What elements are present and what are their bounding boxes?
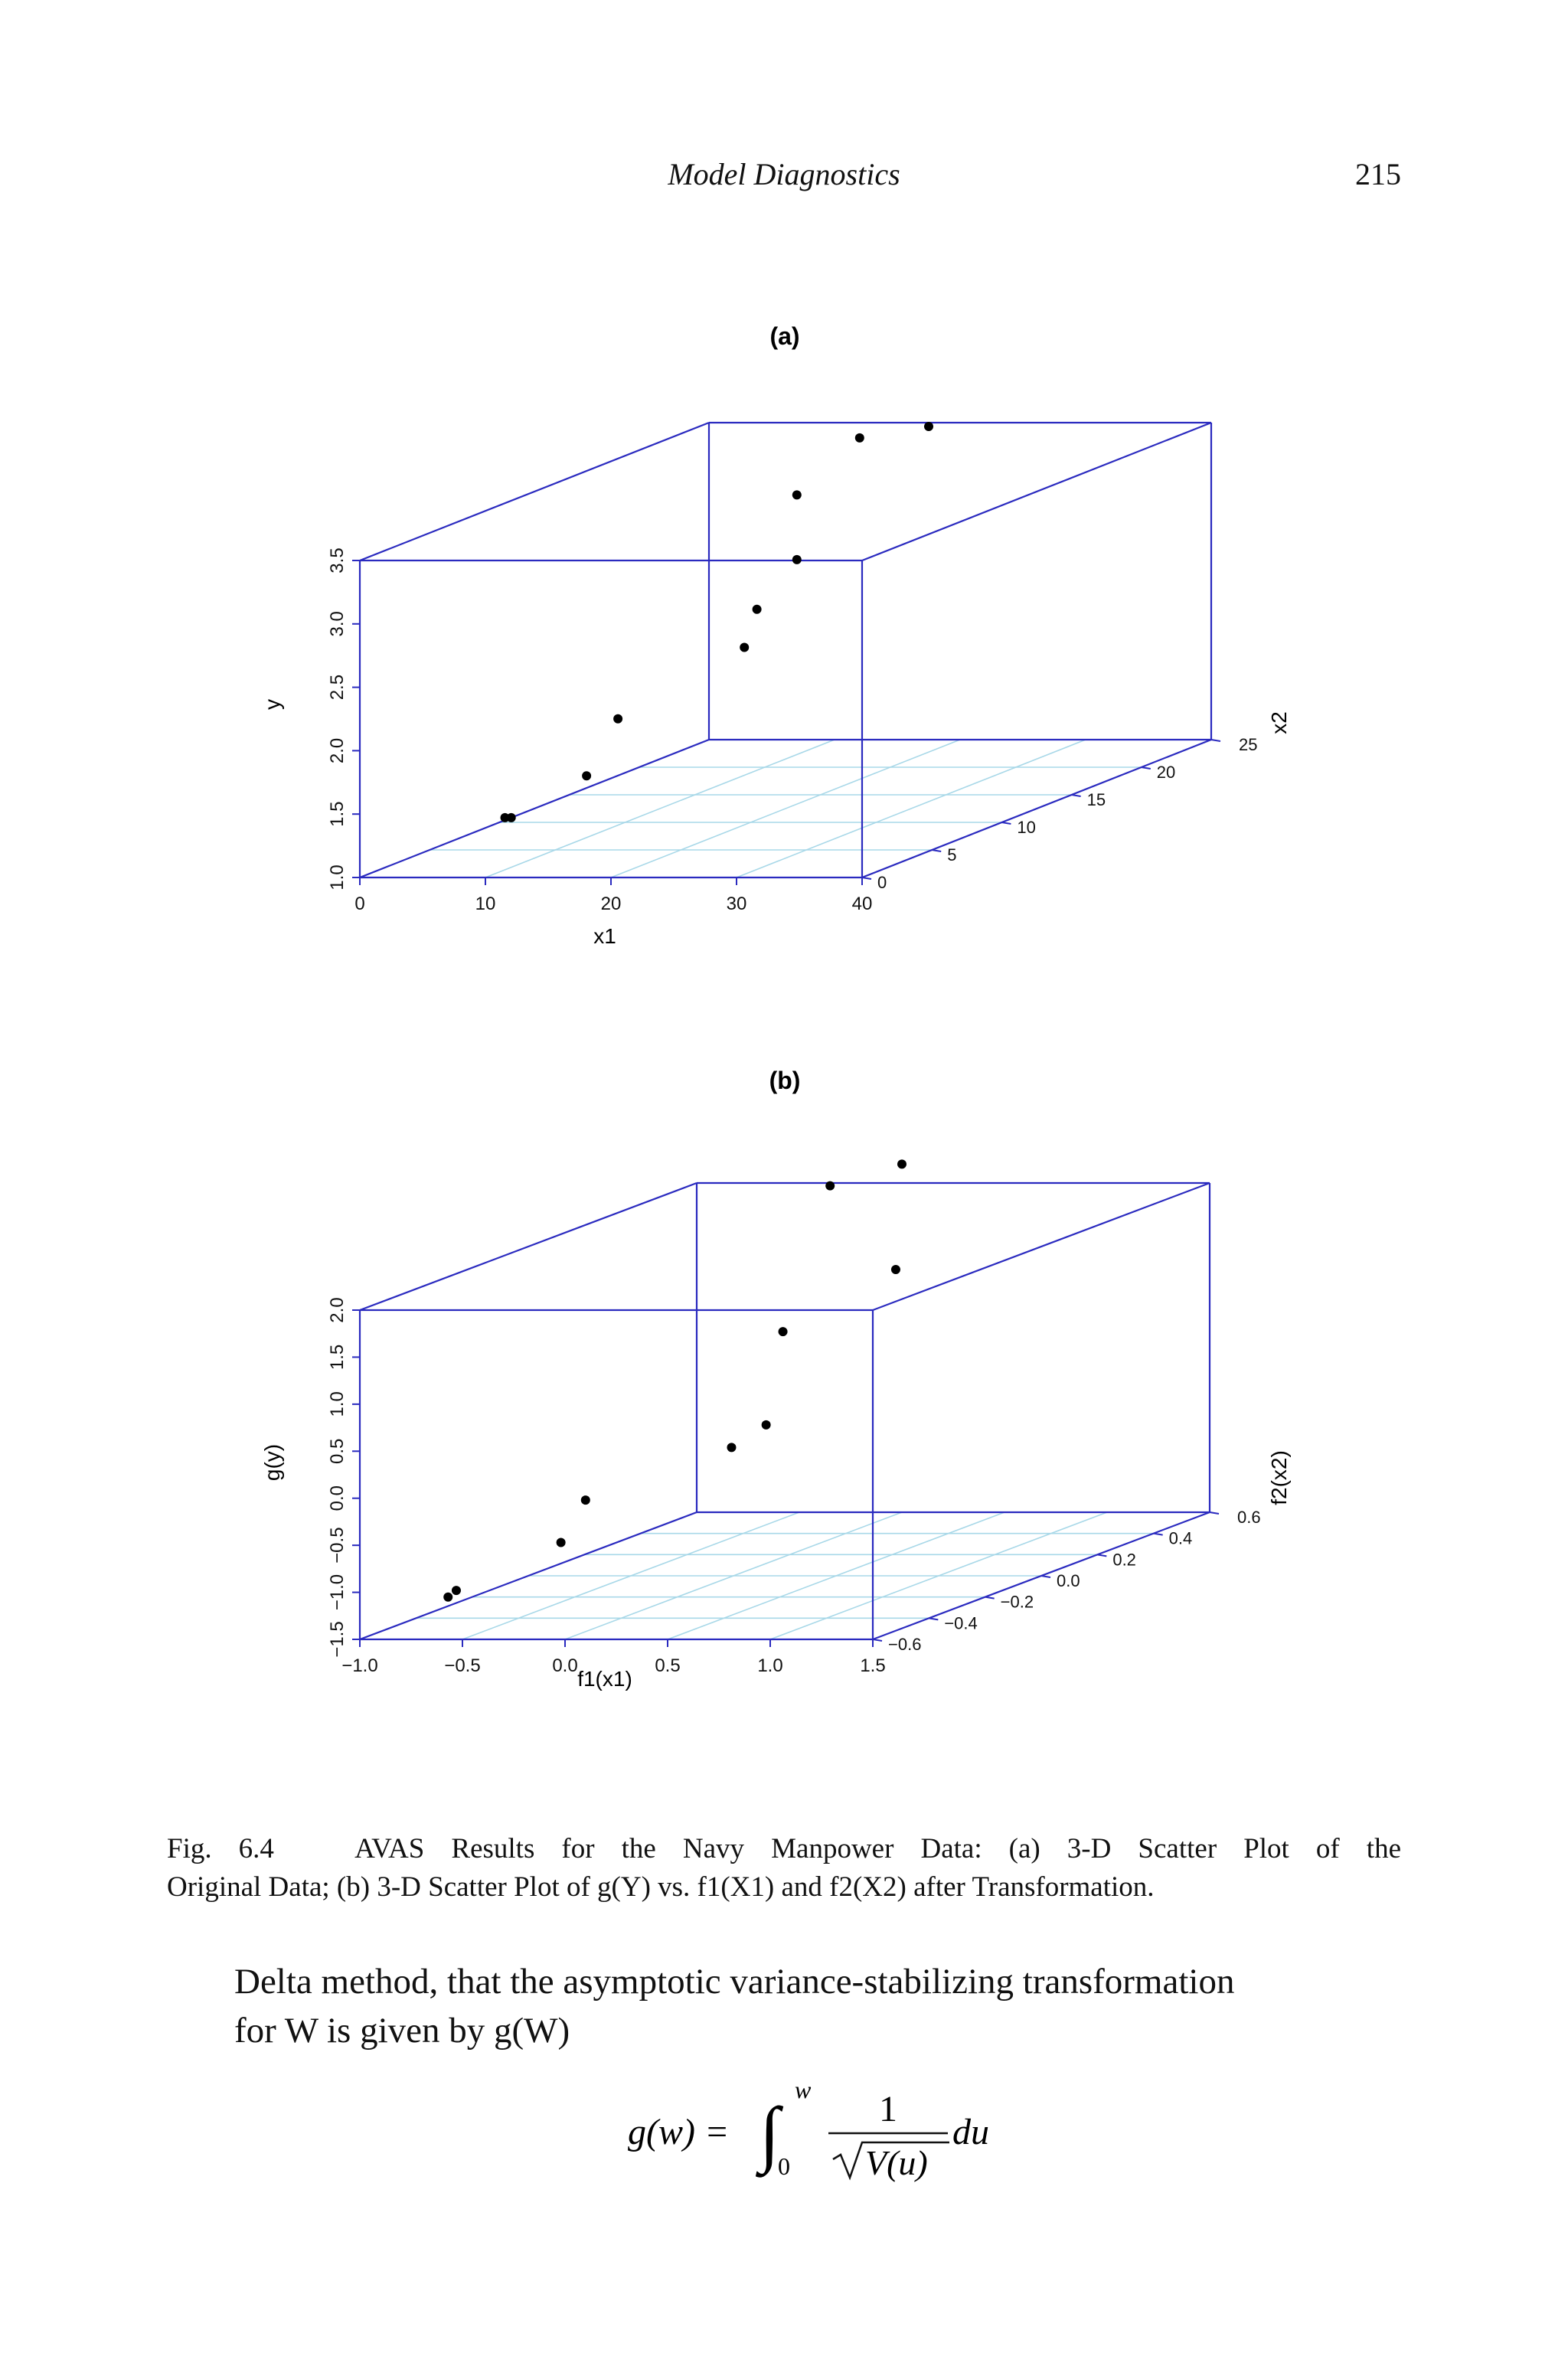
grid-line xyxy=(485,740,835,877)
x-axis-label-a: x1 xyxy=(593,924,616,948)
equation-lhs: g(w) = xyxy=(628,2112,730,2152)
vertical-tick-label: 1.0 xyxy=(327,864,348,891)
box-edge xyxy=(862,740,1211,877)
figure-caption xyxy=(167,1830,1401,1907)
depth-tick xyxy=(1072,795,1081,796)
depth-tick-label: 0.2 xyxy=(1112,1550,1136,1570)
x-tick-label: −0.5 xyxy=(444,1655,481,1676)
data-point xyxy=(613,714,622,724)
data-point xyxy=(557,1538,566,1547)
x-tick-label: 40 xyxy=(851,894,873,914)
x-axis-ticks-a xyxy=(354,877,872,914)
data-point xyxy=(897,1159,906,1168)
depth-tick xyxy=(862,877,871,879)
panel-a xyxy=(260,322,1291,948)
data-point xyxy=(443,1593,452,1602)
x-tick-label: 1.0 xyxy=(757,1655,783,1676)
vertical-axis-ticks-a xyxy=(327,547,360,890)
panel-a-title: (a) xyxy=(769,322,800,350)
integral-sign-icon: ∫ xyxy=(760,2092,780,2174)
depth-tick xyxy=(1142,767,1151,769)
panel-b xyxy=(260,1067,1291,1691)
fraction-numerator: 1 xyxy=(879,2089,897,2129)
x-axis-label-b: f1(x1) xyxy=(577,1667,632,1691)
caption-line-2: Original Data; (b) 3-D Scatter Plot of g(Y) vs. f1(X1) and f2(X2) after Transformation. xyxy=(167,1871,1155,1903)
depth-tick-label: 0.4 xyxy=(1168,1528,1193,1548)
depth-axis-label-a: x2 xyxy=(1267,711,1291,734)
vertical-tick-label: 3.0 xyxy=(327,611,348,637)
depth-tick-label: 0.6 xyxy=(1237,1508,1261,1527)
vertical-tick-label: 1.5 xyxy=(327,1344,348,1371)
depth-tick xyxy=(1041,1576,1050,1577)
depth-tick xyxy=(1154,1534,1163,1535)
data-point xyxy=(792,490,802,499)
data-point xyxy=(825,1181,835,1191)
depth-tick-label: 15 xyxy=(1086,790,1106,809)
panel-b-title: (b) xyxy=(769,1067,801,1094)
depth-tick-label: −0.4 xyxy=(944,1613,978,1633)
depth-tick xyxy=(873,1639,882,1641)
integral-upper-limit: w xyxy=(795,2076,812,2103)
depth-tick xyxy=(1001,822,1011,824)
depth-tick-label: 0 xyxy=(877,873,887,892)
vertical-axis-label-b: g(y) xyxy=(260,1443,284,1482)
body-line-1: Delta method, that the asymptotic variance-stabilizing transformation xyxy=(234,1962,1235,2002)
box-edge xyxy=(360,740,709,877)
caption-text-1: AVAS Results for the Navy Manpower Data: (a) 3-D Scatter Plot of the xyxy=(354,1833,1401,1864)
points-b xyxy=(443,1159,906,1601)
x-tick-label: 0 xyxy=(354,894,365,914)
x-tick-label: −1.0 xyxy=(341,1655,378,1676)
vertical-tick-label: 3.5 xyxy=(327,547,348,574)
integral-lower-limit: 0 xyxy=(778,2152,790,2180)
data-point xyxy=(582,771,591,780)
data-point xyxy=(727,1443,736,1452)
bounding-box-b xyxy=(360,1183,1210,1639)
vertical-tick-label: 2.0 xyxy=(327,737,348,764)
vertical-tick-label: 2.0 xyxy=(327,1297,348,1323)
vertical-tick-label: 2.5 xyxy=(327,674,348,701)
equation-tail: du xyxy=(952,2112,989,2152)
depth-tick xyxy=(985,1597,995,1599)
points-a xyxy=(501,422,933,822)
grid-line xyxy=(611,740,960,877)
depth-tick xyxy=(1097,1554,1106,1556)
data-point xyxy=(762,1420,771,1430)
data-point xyxy=(779,1327,788,1336)
data-point xyxy=(792,555,802,564)
data-point xyxy=(753,605,762,614)
box-edge xyxy=(360,423,709,560)
page-number: 215 xyxy=(1355,157,1401,191)
x-tick-label: 20 xyxy=(600,894,622,914)
data-point xyxy=(740,642,749,652)
body-line-2: for W is given by g(W) xyxy=(234,2011,570,2051)
depth-axis-ticks-b xyxy=(873,1508,1261,1654)
box-edge xyxy=(360,1183,697,1310)
depth-tick-label: 20 xyxy=(1156,763,1176,782)
data-point xyxy=(452,1586,461,1595)
depth-tick xyxy=(1210,1512,1219,1514)
vertical-tick-label: −1.0 xyxy=(327,1574,348,1611)
x-tick-label: 0.0 xyxy=(552,1655,578,1676)
depth-tick xyxy=(929,1618,938,1619)
bounding-box-a xyxy=(360,423,1211,877)
vertical-tick-label: 1.0 xyxy=(327,1391,348,1417)
depth-tick xyxy=(932,850,941,851)
vertical-tick-label: 0.0 xyxy=(327,1485,348,1511)
depth-tick-label: −0.6 xyxy=(888,1635,922,1654)
running-title: Model Diagnostics xyxy=(668,157,900,191)
vertical-axis-label-a: y xyxy=(260,699,284,710)
caption-line-1 xyxy=(167,1830,1401,1868)
equation xyxy=(628,2067,1057,2190)
vertical-tick-label: 0.5 xyxy=(327,1438,348,1464)
box-edge xyxy=(873,1183,1210,1310)
depth-tick-label: 5 xyxy=(947,845,957,864)
depth-tick-label: 0.0 xyxy=(1057,1571,1080,1590)
data-point xyxy=(581,1495,590,1505)
body-paragraph xyxy=(234,1957,1401,2055)
box-edge xyxy=(862,423,1211,560)
data-point xyxy=(891,1265,900,1274)
depth-tick-label: 10 xyxy=(1017,818,1036,837)
depth-tick-label: 25 xyxy=(1239,735,1258,754)
x-tick-label: 0.5 xyxy=(655,1655,681,1676)
data-point xyxy=(855,433,864,443)
grid-line xyxy=(737,740,1086,877)
depth-tick-label: −0.2 xyxy=(1000,1592,1034,1612)
data-point xyxy=(924,422,933,431)
depth-axis-label-b: f2(x2) xyxy=(1267,1450,1291,1505)
fraction-denominator: V(u) xyxy=(865,2143,928,2182)
depth-tick xyxy=(1211,740,1220,741)
depth-axis-ticks-a xyxy=(862,735,1257,892)
caption-label: Fig. 6.4 xyxy=(167,1833,274,1864)
x-tick-label: 30 xyxy=(726,894,747,914)
vertical-tick-label: 1.5 xyxy=(327,801,348,827)
vertical-axis-ticks-b xyxy=(327,1297,360,1657)
x-tick-label: 10 xyxy=(475,894,496,914)
x-tick-label: 1.5 xyxy=(860,1655,886,1676)
data-point xyxy=(507,813,516,822)
vertical-tick-label: −0.5 xyxy=(327,1527,348,1564)
vertical-tick-label: −1.5 xyxy=(327,1621,348,1658)
